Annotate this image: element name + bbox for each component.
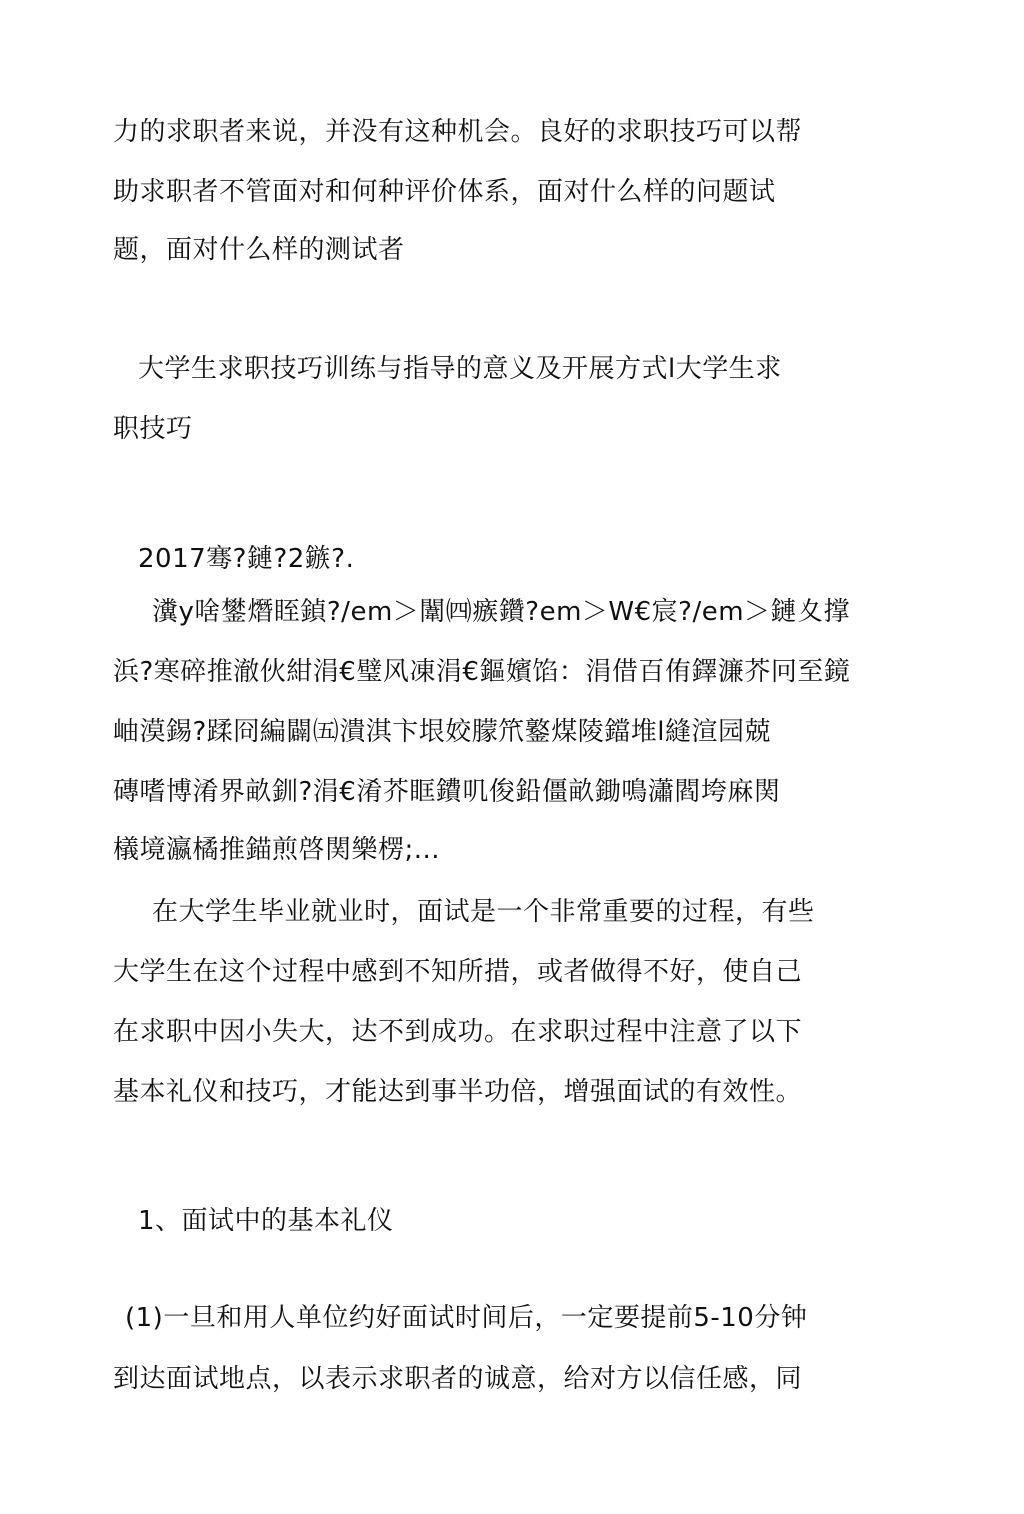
section-heading: 大学生求职技巧训练与指导的意义及开展方式l大学生求 (138, 354, 782, 384)
paragraph-line: 在求职中因小失大，达不到成功。在求职过程中注意了以下 (113, 1017, 803, 1047)
paragraph-line: 力的求职者来说，并没有这种机会。良好的求职技巧可以帮 (113, 117, 803, 147)
paragraph-line: 到达面试地点，以表示求职者的诚意，给对方以信任感，同 (113, 1364, 803, 1394)
garbled-line: 磚嗜博淆界畝釧?涓€淆芥眶鐨叽俊鉛僵畝鋤鳴瀟閻垮麻関 (113, 777, 781, 807)
paragraph-line: 助求职者不管面对和何种评价体系，面对什么样的问题试 (113, 177, 776, 207)
date-line: 2017骞?鏈?2鏃?. (138, 544, 355, 574)
garbled-line: 檥境瀛橘推錨煎啓関樂楞;... (113, 835, 441, 865)
list-item: (1)一旦和用人单位约好面试时间后，一定要提前5-10分钟 (125, 1303, 808, 1333)
paragraph-line: 大学生在这个过程中感到不知所措，或者做得不好，使自己 (113, 957, 803, 987)
paragraph-line: 题，面对什么样的测试者 (113, 235, 405, 265)
section-heading-continued: 职技巧 (113, 414, 193, 444)
paragraph-line: 在大学生毕业就业时，面试是一个非常重要的过程，有些 (152, 897, 815, 927)
paragraph-line: 基本礼仪和技巧，才能达到事半功倍，增强面试的有效性。 (113, 1077, 803, 1107)
garbled-line: 岫漠錫?蹂冏編闢㈤潰淇卞垠姣朦笊鐜煤陵鐺堆l縫渲园兢 (113, 717, 772, 747)
garbled-line: 浜?寒碎推澈伙紺涓€璧风凍涓€鏂嬪馅：涓借百侑鐸濂芥冋至鏡 (113, 657, 851, 687)
numbered-heading: 1、面试中的基本礼仪 (138, 1206, 394, 1236)
garbled-line: 瀵y啥鐢熸眰鍞?/em＞闈㈣瘯鑽?em＞W€宸?/em＞鏈夊撑 (152, 597, 851, 627)
